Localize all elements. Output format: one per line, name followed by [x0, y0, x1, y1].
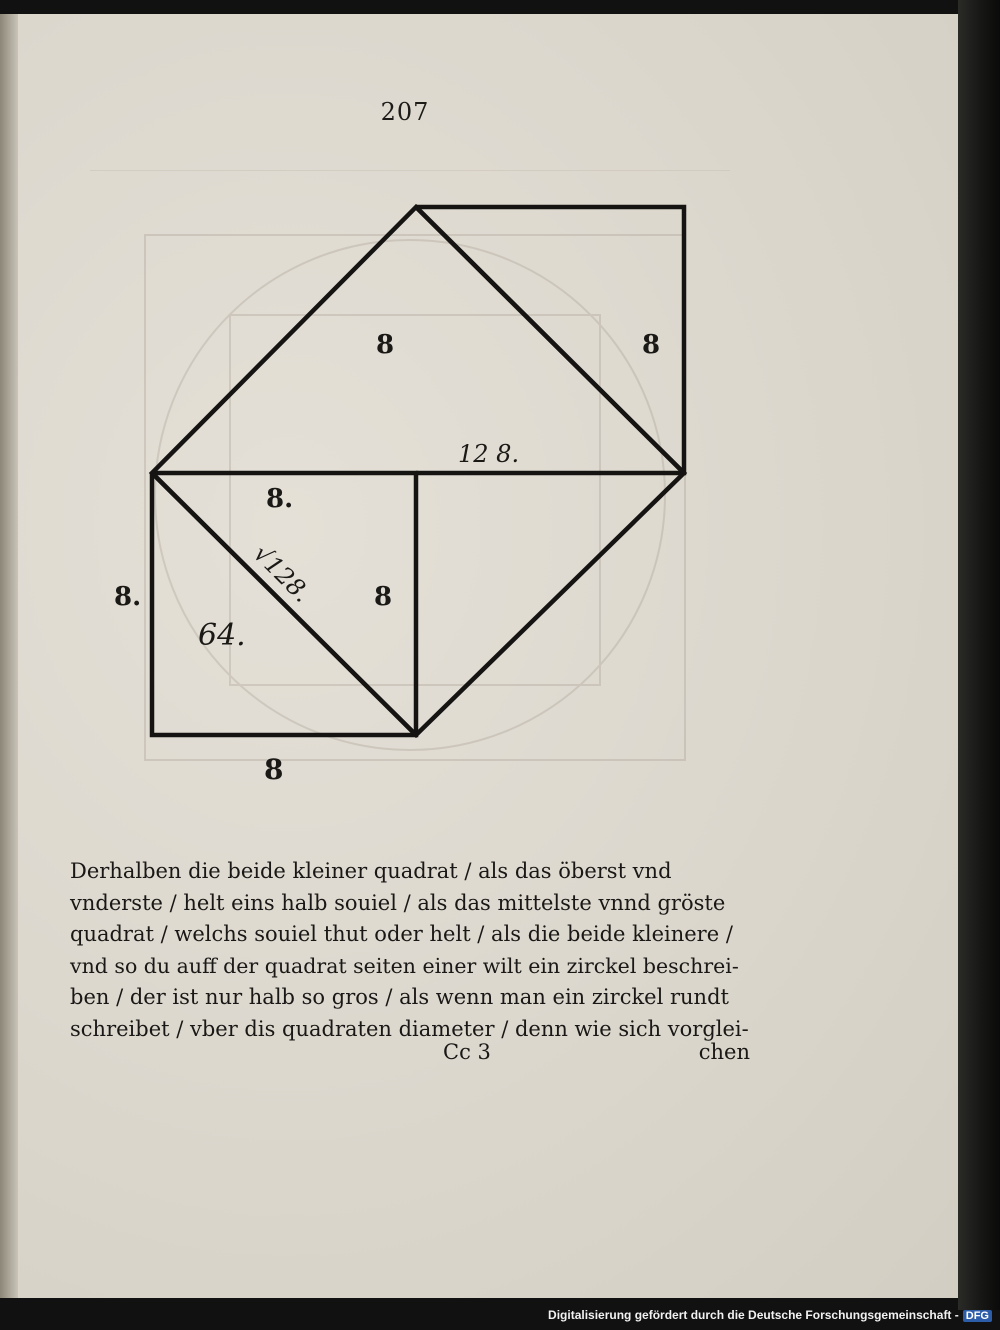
geometric-figure — [110, 195, 710, 795]
book-spine-edge — [958, 0, 1000, 1310]
page-number: 207 — [380, 98, 430, 126]
body-line: vnd so du auff der quadrat seiten einer wilt ein zirckel beschrei- — [70, 953, 739, 978]
body-line: ben / der ist nur halb so gros / als wenn man ein zirckel rundt — [70, 985, 729, 1009]
body-paragraph — [70, 856, 750, 1045]
square-doubling-diagram — [110, 195, 710, 795]
body-line: quadrat / welchs souiel thut oder helt / als die beide kleinere / — [70, 922, 733, 946]
body-line: schreibet / vber dis quadraten diameter / denn wie sich vorglei- — [70, 1016, 749, 1041]
label-upper-left: 8 — [376, 330, 395, 360]
label-inner-right: 8 — [374, 582, 393, 612]
dfg-logo: DFG — [963, 1310, 992, 1322]
show-through-shadow — [90, 140, 730, 171]
figure-lines — [152, 207, 684, 735]
body-line: Derhalben die beide kleiner quadrat / als das öberst vnd — [70, 859, 672, 883]
label-middle-diagonal: 12 8. — [458, 440, 520, 468]
label-lower-top: 8. — [266, 484, 294, 514]
page-foot-row — [70, 1040, 750, 1072]
label-bottom-side: 8 — [264, 753, 284, 786]
digitization-credit — [0, 1308, 992, 1326]
body-line: vnderste / helt eins halb souiel / als das mittelste vnnd gröste — [70, 890, 726, 915]
label-area: 64. — [198, 618, 246, 653]
label-upper-right: 8 — [642, 330, 661, 360]
page-gutter-edge — [0, 14, 18, 1298]
signature-mark: Cc 3 — [443, 1040, 491, 1064]
label-hypotenuse: √128. — [247, 539, 317, 608]
credit-text: Digitalisierung gefördert durch die Deutsche Forschungsgemeinschaft - — [548, 1308, 959, 1322]
catchword: chen — [698, 1040, 750, 1064]
label-left-side: 8. — [114, 582, 142, 612]
